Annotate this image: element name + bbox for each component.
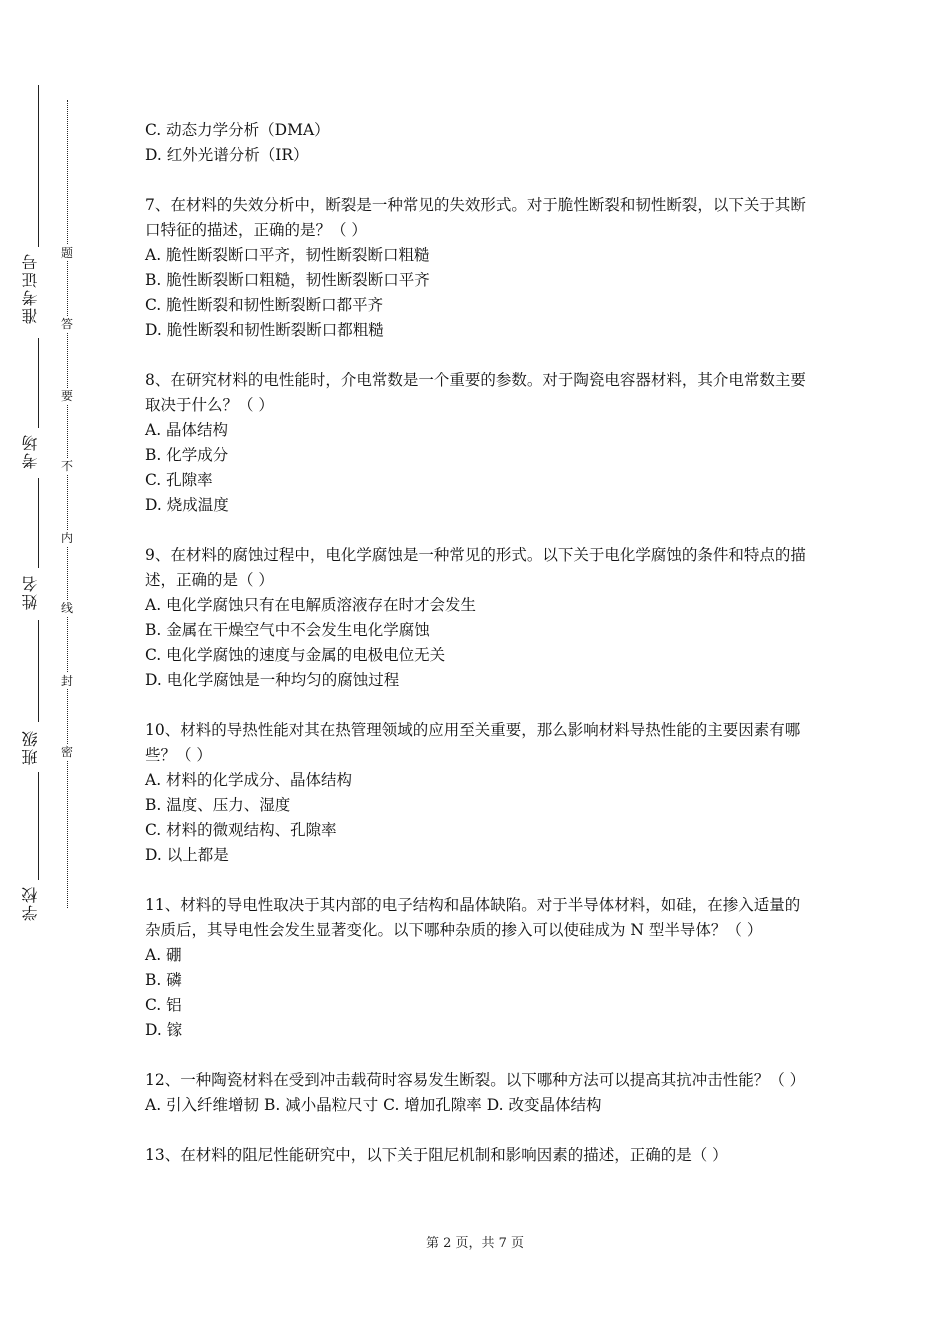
page-number: 第 2 页，共 7 页 xyxy=(425,1236,525,1251)
question-11 xyxy=(145,893,810,1043)
question-8 xyxy=(145,368,810,518)
exam-room-line xyxy=(38,338,39,428)
name-field xyxy=(22,574,40,610)
question-10 xyxy=(145,718,810,868)
option: A. 电化学腐蚀只有在电解质溶液存在时才会发生 xyxy=(145,596,477,614)
class-line xyxy=(38,620,39,722)
option: D. 镓 xyxy=(145,1021,183,1039)
seal-char: 封 xyxy=(60,674,73,688)
option: D. 脆性断裂和韧性断裂断口都粗糙 xyxy=(145,321,384,339)
question-text: 10、材料的导热性能对其在热管理领域的应用至关重要，那么影响材料导热性能的主要因素有哪些？（ ） xyxy=(145,721,801,764)
admission-number-label: 准考证号 xyxy=(21,252,40,324)
seal-char: 内 xyxy=(60,531,73,545)
seal-char: 不 xyxy=(60,459,73,473)
option: C. 电化学腐蚀的速度与金属的电极电位无关 xyxy=(145,646,446,664)
question-7 xyxy=(145,193,810,343)
school-line xyxy=(38,772,39,880)
option: C. 孔隙率 xyxy=(145,471,213,489)
question-text: 11、材料的导电性取决于其内部的电子结构和晶体缺陷。对于半导体材料，如硅，在掺入适量的杂质后，其导电性会发生显著变化。以下哪种杂质的掺入可以使硅成为 N 型半导体？（ ） xyxy=(145,896,801,939)
option: A. 脆性断裂断口平齐，韧性断裂断口粗糙 xyxy=(145,246,430,264)
admission-number-field xyxy=(22,252,40,324)
option: B. 脆性断裂断口粗糙，韧性断裂断口平齐 xyxy=(145,271,430,289)
option: C. 材料的微观结构、孔隙率 xyxy=(145,821,337,839)
option: A. 材料的化学成分、晶体结构 xyxy=(145,771,353,789)
option: A. 引入纤维增韧 B. 减小晶粒尺寸 C. 增加孔隙率 D. 改变晶体结构 xyxy=(145,1096,602,1114)
exam-room-field xyxy=(22,433,40,469)
question-text: 8、在研究材料的电性能时，介电常数是一个重要的参数。对于陶瓷电容器材料，其介电常数主要取决于什么？（ ） xyxy=(145,371,806,414)
previous-question-options xyxy=(145,118,810,168)
option: A. 硼 xyxy=(145,946,182,964)
question-12 xyxy=(145,1068,810,1118)
option: D. 烧成温度 xyxy=(145,496,229,514)
question-content xyxy=(145,118,810,1193)
name-line xyxy=(38,478,39,568)
option: B. 温度、压力、湿度 xyxy=(145,796,291,814)
question-13 xyxy=(145,1143,810,1168)
exam-room-label: 考场 xyxy=(21,433,40,469)
question-text: 9、在材料的腐蚀过程中，电化学腐蚀是一种常见的形式。以下关于电化学腐蚀的条件和特点的描述，正确的是（ ） xyxy=(145,546,806,589)
option: A. 晶体结构 xyxy=(145,421,229,439)
question-9 xyxy=(145,543,810,693)
seal-char: 密 xyxy=(60,745,73,759)
seal-char: 线 xyxy=(60,601,73,615)
seal-char: 答 xyxy=(60,317,73,331)
question-text: 7、在材料的失效分析中，断裂是一种常见的失效形式。对于脆性断裂和韧性断裂，以下关于其断口特征的描述，正确的是？（ ） xyxy=(145,196,806,239)
name-label: 姓名 xyxy=(21,574,40,610)
seal-char: 题 xyxy=(60,246,73,260)
class-field xyxy=(22,729,40,765)
class-label: 班级 xyxy=(21,729,40,765)
option: B. 金属在干燥空气中不会发生电化学腐蚀 xyxy=(145,621,430,639)
seal-dotted-line xyxy=(67,100,68,908)
school-label: 学校 xyxy=(21,885,40,921)
question-text: 13、在材料的阻尼性能研究中，以下关于阻尼机制和影响因素的描述，正确的是（ ） xyxy=(145,1146,728,1164)
option: B. 磷 xyxy=(145,971,182,989)
seal-char: 要 xyxy=(60,389,73,403)
option: B. 化学成分 xyxy=(145,446,229,464)
option: D. 电化学腐蚀是一种均匀的腐蚀过程 xyxy=(145,671,400,689)
question-text: 12、一种陶瓷材料在受到冲击载荷时容易发生断裂。以下哪种方法可以提高其抗冲击性能？（ ） xyxy=(145,1071,806,1089)
option: D. 红外光谱分析（IR） xyxy=(145,146,309,164)
school-field xyxy=(22,885,40,921)
admission-number-line xyxy=(38,85,39,247)
option: C. 脆性断裂和韧性断裂断口都平齐 xyxy=(145,296,384,314)
option: C. 动态力学分析（DMA） xyxy=(145,121,330,139)
option: D. 以上都是 xyxy=(145,846,229,864)
option: C. 铝 xyxy=(145,996,182,1014)
